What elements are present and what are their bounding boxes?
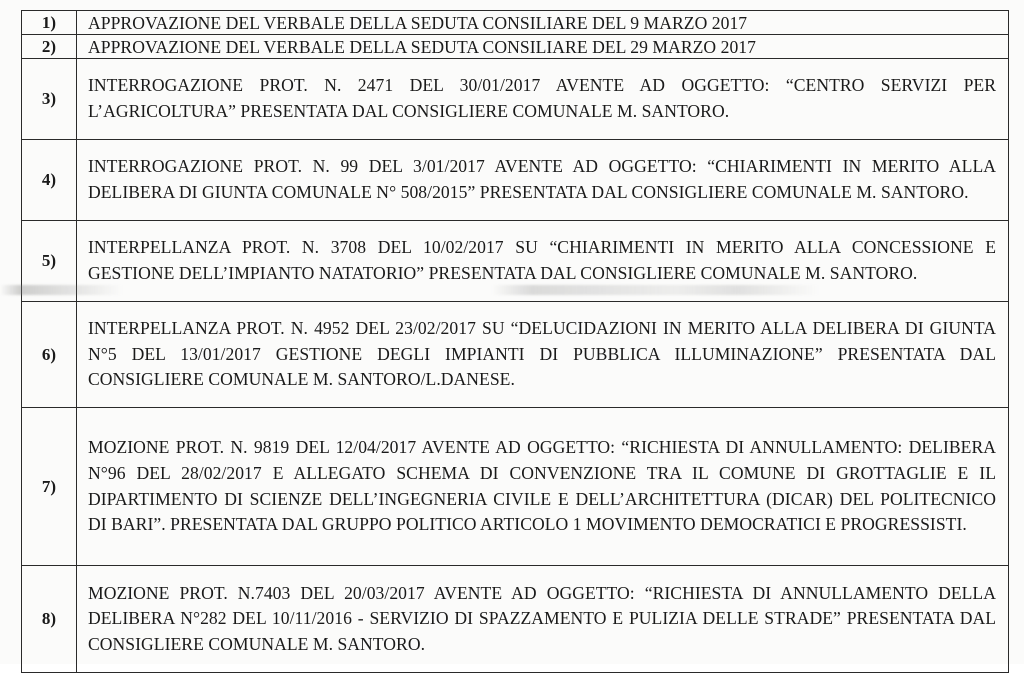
agenda-row [22, 221, 1009, 302]
agenda-table [21, 10, 1009, 673]
agenda-row [22, 302, 1009, 408]
agenda-row [22, 140, 1009, 221]
agenda-row [22, 59, 1009, 140]
item-number: 5) [22, 221, 77, 302]
agenda-row [22, 408, 1009, 566]
item-number: 3) [22, 59, 77, 140]
item-number: 1) [22, 11, 77, 35]
item-number: 4) [22, 140, 77, 221]
item-number: 6) [22, 302, 77, 408]
item-text: INTERPELLANZA PROT. N. 4952 DEL 23/02/2017 SU “DELUCIDAZIONI IN MERITO ALLA DELIBERA DI GIUNTA N°5 DEL 13/01/2017 GESTIONE DEGLI IMPIANTI DI PUBBLICA ILLUMINAZIONE” PRESENTATA DAL CONSIGLIERE COMUNALE M. SANTORO/L.DANESE. [77, 302, 1009, 408]
item-text: MOZIONE PROT. N. 9819 DEL 12/04/2017 AVENTE AD OGGETTO: “RICHIESTA DI ANNULLAMENTO: DELIBERA N°96 DEL 28/02/2017 E ALLEGATO SCHEMA DI CONVENZIONE TRA IL COMUNE DI GROTTAGLIE E IL DIPARTIMENTO DI SCIENZE DELL’INGEGNERIA CIVILE E DELL’ARCHITETTURA (DICAR) DEL POLITECNICO DI BARI”. PRESENTATA DAL GRUPPO POLITICO ARTICOLO 1 MOVIMENTO DEMOCRATICI E PROGRESSISTI. [77, 408, 1009, 566]
item-text: INTERROGAZIONE PROT. N. 2471 DEL 30/01/2017 AVENTE AD OGGETTO: “CENTRO SERVIZI PER L’AGRICOLTURA” PRESENTATA DAL CONSIGLIERE COMUNALE M. SANTORO. [77, 59, 1009, 140]
item-text: INTERPELLANZA PROT. N. 3708 DEL 10/02/2017 SU “CHIARIMENTI IN MERITO ALLA CONCESSIONE E GESTIONE DELL’IMPIANTO NATATORIO” PRESENTATA DAL CONSIGLIERE COMUNALE M. SANTORO. [77, 221, 1009, 302]
item-number: 8) [22, 566, 77, 673]
agenda-row [22, 35, 1009, 59]
agenda-row [22, 11, 1009, 35]
item-number: 7) [22, 408, 77, 566]
item-text: MOZIONE PROT. N.7403 DEL 20/03/2017 AVENTE AD OGGETTO: “RICHIESTA DI ANNULLAMENTO DELLA DELIBERA N°282 DEL 10/11/2016 - SERVIZIO DI SPAZZAMENTO E PULIZIA DELLE STRADE” PRESENTATA DAL CONSIGLIERE COMUNALE M. SANTORO. [77, 566, 1009, 673]
item-text: INTERROGAZIONE PROT. N. 99 DEL 3/01/2017 AVENTE AD OGGETTO: “CHIARIMENTI IN MERITO ALLA DELIBERA DI GIUNTA COMUNALE N° 508/2015” PRESENTATA DAL CONSIGLIERE COMUNALE M. SANTORO. [77, 140, 1009, 221]
item-number: 2) [22, 35, 77, 59]
agenda-row [22, 566, 1009, 673]
item-text: APPROVAZIONE DEL VERBALE DELLA SEDUTA CONSILIARE DEL 9 MARZO 2017 [77, 11, 1009, 35]
item-text: APPROVAZIONE DEL VERBALE DELLA SEDUTA CONSILIARE DEL 29 MARZO 2017 [77, 35, 1009, 59]
